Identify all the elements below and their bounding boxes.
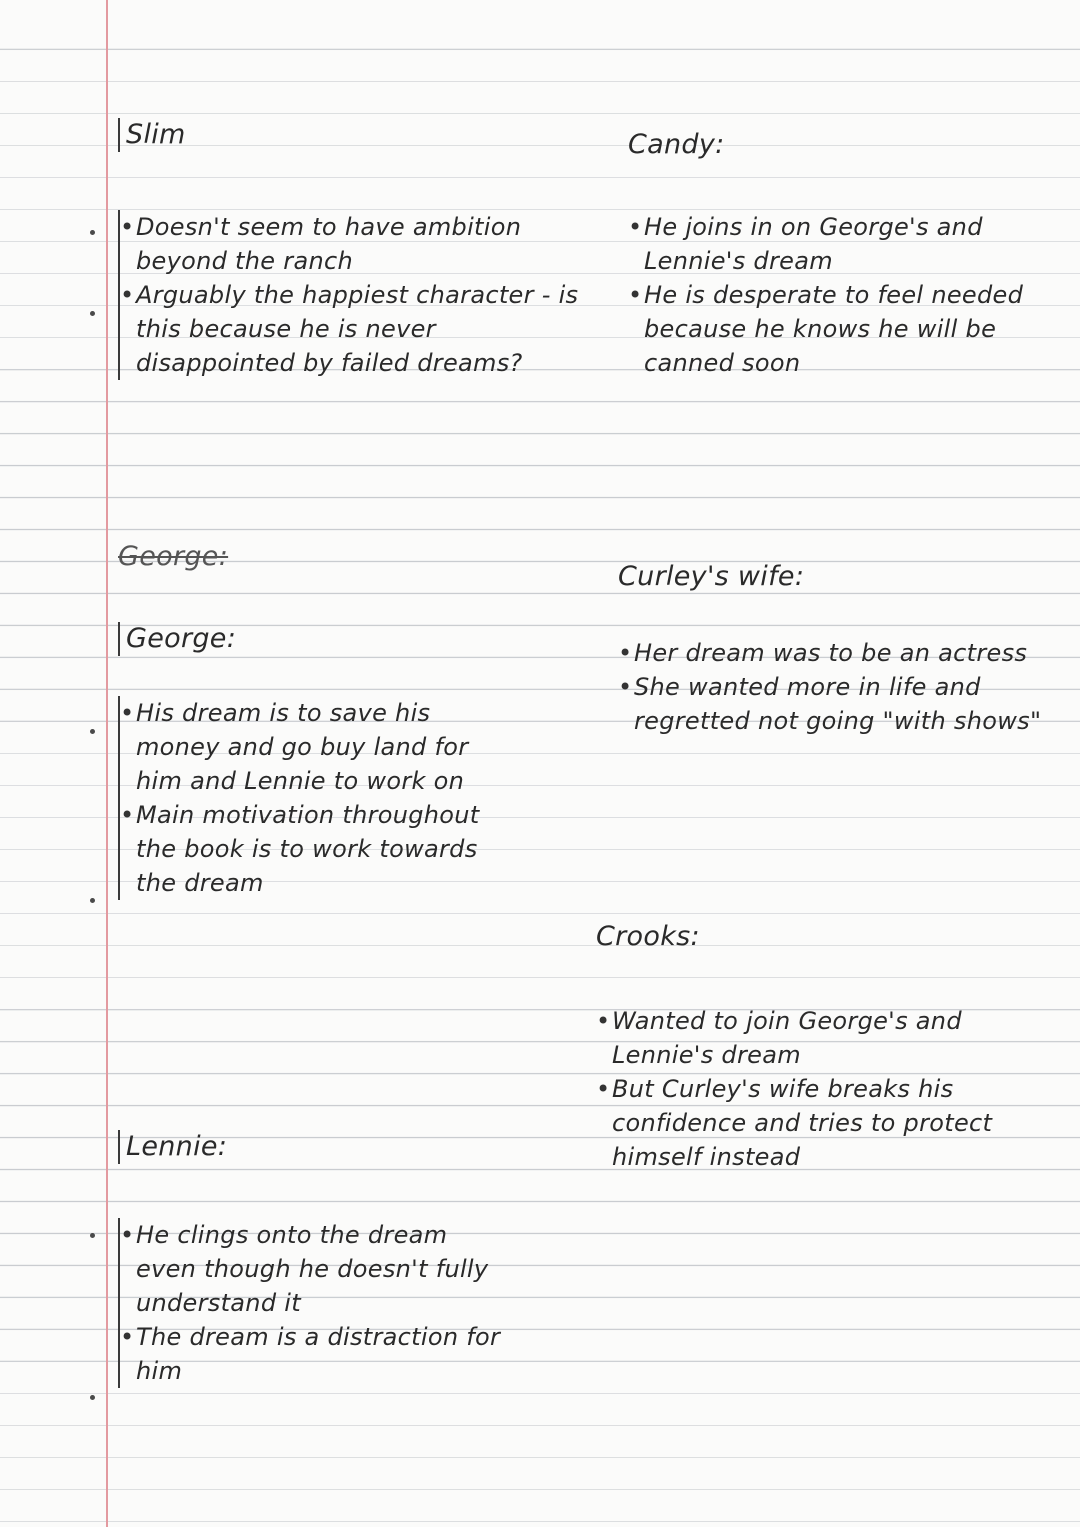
candy-section	[628, 128, 1048, 380]
margin-line	[106, 0, 108, 1527]
margin-dot	[90, 1233, 95, 1238]
candy-heading: Candy:	[628, 129, 725, 160]
candy-note-1: • He joins in on George's and Lennie's dream	[628, 210, 1048, 278]
george-struck-heading: George:	[118, 541, 229, 572]
george-section	[118, 540, 508, 900]
crooks-section	[596, 920, 1046, 1174]
curleys-wife-note-2: • She wanted more in life and regretted not going "with shows"	[618, 670, 1048, 738]
crooks-heading: Crooks:	[596, 921, 700, 952]
lennie-note-1: • He clings onto the dream even though he doesn't fully understand it	[120, 1218, 508, 1320]
curleys-wife-heading: Curley's wife:	[618, 561, 805, 592]
lennie-heading: Lennie:	[118, 1130, 508, 1164]
george-note-2: • Main motivation throughout the book is to work towards the dream	[120, 798, 508, 900]
slim-section	[118, 118, 588, 380]
margin-dot	[90, 898, 95, 903]
curleys-wife-section	[618, 560, 1048, 738]
slim-note-1: • Doesn't seem to have ambition beyond the ranch	[120, 210, 588, 278]
lennie-notes	[118, 1218, 508, 1388]
curleys-wife-note-1: • Her dream was to be an actress	[618, 636, 1048, 670]
candy-notes	[628, 210, 1048, 380]
lennie-note-2: • The dream is a distraction for him	[120, 1320, 508, 1388]
crooks-note-2: • But Curley's wife breaks his confidence and tries to protect himself instead	[596, 1072, 1046, 1174]
george-notes	[118, 696, 508, 900]
margin-dot	[90, 311, 95, 316]
curleys-wife-notes	[618, 636, 1048, 738]
slim-notes	[118, 210, 588, 380]
george-heading: George:	[118, 622, 508, 656]
crooks-notes	[596, 1004, 1046, 1174]
candy-note-2: • He is desperate to feel needed because he knows he will be canned soon	[628, 278, 1048, 380]
margin-dot	[90, 1395, 95, 1400]
george-note-1: • His dream is to save his money and go buy land for him and Lennie to work on	[120, 696, 508, 798]
slim-heading: Slim	[118, 118, 588, 152]
lennie-section	[118, 1130, 508, 1388]
margin-dot	[90, 729, 95, 734]
slim-note-2: • Arguably the happiest character - is this because he is never disappointed by failed dreams?	[120, 278, 588, 380]
margin-dot	[90, 230, 95, 235]
crooks-note-1: • Wanted to join George's and Lennie's dream	[596, 1004, 1046, 1072]
